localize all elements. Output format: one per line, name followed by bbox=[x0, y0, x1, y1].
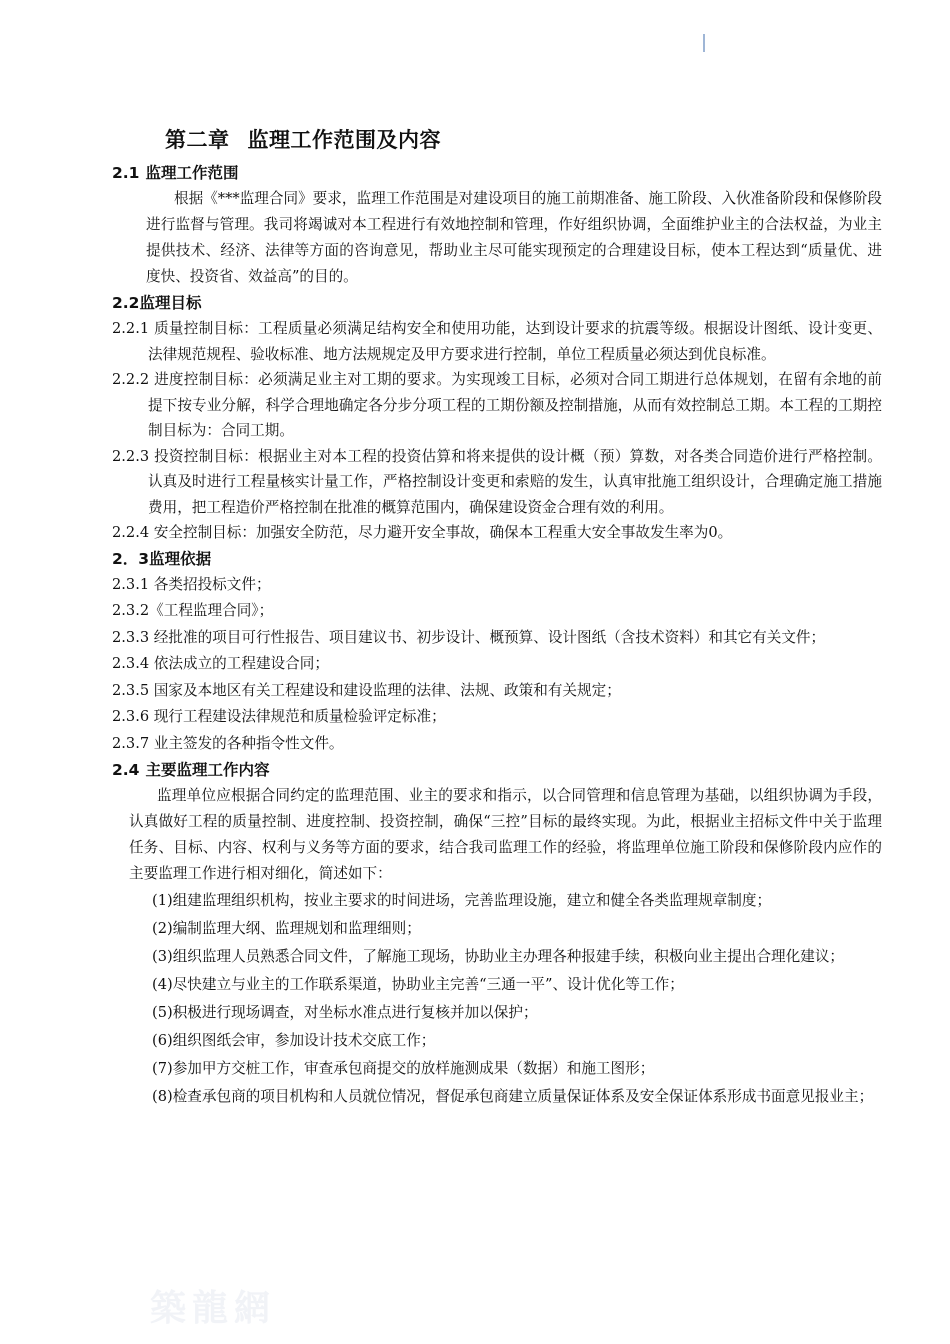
item-number: 2.3.1 bbox=[112, 575, 150, 593]
section-number: 2.2 bbox=[112, 294, 140, 312]
item-text: 依法成立的工程建设合同； bbox=[153, 655, 329, 672]
item-text: 进度控制目标：必须满足业主对工期的要求。为实现竣工目标，必须对合同工期进行总体规划，在留有余地的前提下按专业分解，科学合理地确定各分步分项工程的工期份额及控制措施，从而有效控制总工期。本工程的工期控制目标为：合同工期。 bbox=[148, 371, 883, 439]
list-item-2-3-1 bbox=[112, 572, 882, 599]
work-item-4 bbox=[152, 971, 882, 999]
item-text: 质量控制目标：工程质量必须满足结构安全和使用功能，达到设计要求的抗震等级。根据设计图纸、设计变更、法律规范规程、验收标准、地方法规规定及甲方要求进行控制，单位工程质量必须达到优良标准。 bbox=[148, 320, 883, 363]
section-number: 2．3 bbox=[112, 549, 150, 568]
item-number: (8) bbox=[152, 1088, 173, 1105]
item-number: 2.3.5 bbox=[112, 681, 150, 699]
item-number: (1) bbox=[152, 892, 173, 909]
item-number: 2.3.3 bbox=[112, 628, 150, 646]
section-title: 主要监理工作内容 bbox=[145, 761, 270, 779]
watermark: 築龍網 bbox=[150, 1287, 277, 1329]
item-number: 2.3.4 bbox=[112, 655, 150, 672]
item-text: 各类招投标文件； bbox=[153, 575, 271, 593]
chapter-number: 第二章 bbox=[165, 128, 230, 152]
list-item-2-3-5 bbox=[112, 678, 882, 705]
item-text: 国家及本地区有关工程建设和建设监理的法律、法规、政策和有关规定； bbox=[153, 681, 621, 699]
section-2-1-paragraph: 根据《***监理合同》要求，监理工作范围是对建设项目的施工前期准备、施工阶段、入伙准备阶段和保修阶段进行监督与管理。我司将竭诚对本工程进行有效地控制和管理，作好组织协调，全面维护业主的合法权益，为业主提供技术、经济、法律等方面的咨询意见，帮助业主尽可能实现预定的合理建设目标，使本工程达到“质量优、进度快、投资省、效益高”的目的。 bbox=[146, 190, 882, 285]
item-text: 经批准的项目可行性报告、项目建议书、初步设计、概预算、设计图纸（含技术资料）和其它有关文件； bbox=[153, 628, 826, 646]
item-text: 编制监理大纲、监理规划和监理细则； bbox=[172, 920, 421, 937]
section-2-3-heading bbox=[112, 546, 882, 572]
item-text: 业主签发的各种指令性文件。 bbox=[153, 734, 344, 752]
item-text: 检查承包商的项目机构和人员就位情况，督促承包商建立质量保证体系及安全保证体系形成书面意见报业主； bbox=[172, 1088, 874, 1105]
item-number: 2.2.1 bbox=[112, 320, 150, 337]
section-title: 监理依据 bbox=[149, 549, 212, 568]
document-body bbox=[112, 160, 882, 1111]
work-item-1 bbox=[152, 887, 882, 915]
item-text: 组织图纸会审，参加设计技术交底工作； bbox=[172, 1032, 436, 1049]
work-item-5 bbox=[152, 999, 882, 1027]
text-cursor-mark bbox=[703, 34, 705, 52]
list-item-2-3-6 bbox=[112, 704, 882, 731]
list-item-2-3-4 bbox=[112, 651, 882, 678]
section-title: 监理工作范围 bbox=[145, 164, 239, 182]
item-text: 参加甲方交桩工作，审查承包商提交的放样施测成果（数据）和施工图形； bbox=[172, 1060, 655, 1077]
chapter-title bbox=[165, 124, 441, 154]
item-number: (2) bbox=[152, 920, 173, 937]
item-text: 《工程监理合同》； bbox=[149, 602, 274, 619]
item-number: 2.3.7 bbox=[112, 734, 150, 752]
item-number: 2.2.3 bbox=[112, 447, 150, 465]
item-number: 2.2.2 bbox=[112, 371, 150, 388]
item-number: 2.2.4 bbox=[112, 524, 150, 541]
list-item-2-3-2 bbox=[112, 598, 882, 625]
item-number: 2.3.2 bbox=[112, 602, 150, 619]
item-text: 组建监理组织机构，按业主要求的时间进场，完善监理设施，建立和健全各类监理规章制度； bbox=[172, 892, 772, 909]
work-item-2 bbox=[152, 915, 882, 943]
list-item-2-2-1 bbox=[112, 316, 882, 367]
item-text: 积极进行现场调查，对坐标水准点进行复核并加以保护； bbox=[172, 1004, 538, 1021]
section-2-1-heading bbox=[112, 160, 882, 186]
section-2-4-paragraph: 监理单位应根据合同约定的监理范围、业主的要求和指示，以合同管理和信息管理为基础，以组织协调为手段，认真做好工程的质量控制、进度控制、投资控制，确保“三控”目标的最终实现。为此，根据业主招标文件中关于监理任务、目标、内容、权利与义务等方面的要求，结合我司监理工作的经验，将监理单位施工阶段和保修阶段内应作的主要监理工作进行相对细化，简述如下： bbox=[129, 787, 882, 882]
section-title: 监理目标 bbox=[139, 294, 202, 312]
section-2-2-heading bbox=[112, 290, 882, 316]
work-item-list bbox=[112, 887, 882, 1111]
section-number: 2.1 bbox=[112, 164, 140, 182]
chapter-title-text: 监理工作范围及内容 bbox=[247, 128, 441, 152]
item-text: 投资控制目标：根据业主对本工程的投资估算和将来提供的设计概（预）算数，对各类合同造价进行严格控制。认真及时进行工程量核实计量工作，严格控制设计变更和索赔的发生，认真审批施工组织设计，合理确定施工措施费用，把工程造价严格控制在批准的概算范围内，确保建设资金合理有效的利用。 bbox=[148, 447, 883, 516]
section-number: 2.4 bbox=[112, 761, 140, 779]
item-number: (4) bbox=[152, 976, 173, 993]
item-number: (3) bbox=[152, 948, 173, 965]
list-item-2-3-7 bbox=[112, 731, 882, 758]
item-text: 安全控制目标：加强安全防范，尽力避开安全事故，确保本工程重大安全事故发生率为0。 bbox=[153, 524, 733, 541]
item-text: 组织监理人员熟悉合同文件，了解施工现场，协助业主办理各种报建手续，积极向业主提出合理化建议； bbox=[172, 948, 845, 965]
list-item-2-2-4 bbox=[112, 520, 882, 546]
item-text: 尽快建立与业主的工作联系渠道，协助业主完善“三通一平”、设计优化等工作； bbox=[172, 976, 684, 993]
item-number: 2.3.6 bbox=[112, 708, 150, 725]
work-item-6 bbox=[152, 1027, 882, 1055]
item-number: (5) bbox=[152, 1004, 173, 1021]
list-item-2-3-3 bbox=[112, 625, 882, 652]
item-text: 现行工程建设法律规范和质量检验评定标准； bbox=[153, 708, 446, 725]
list-item-2-2-3 bbox=[112, 444, 882, 521]
work-item-8 bbox=[152, 1083, 882, 1111]
item-number: (7) bbox=[152, 1060, 173, 1077]
item-number: (6) bbox=[152, 1032, 173, 1049]
list-item-2-2-2 bbox=[112, 367, 882, 444]
work-item-3 bbox=[152, 943, 882, 971]
section-2-4-heading bbox=[112, 757, 882, 783]
work-item-7 bbox=[152, 1055, 882, 1083]
